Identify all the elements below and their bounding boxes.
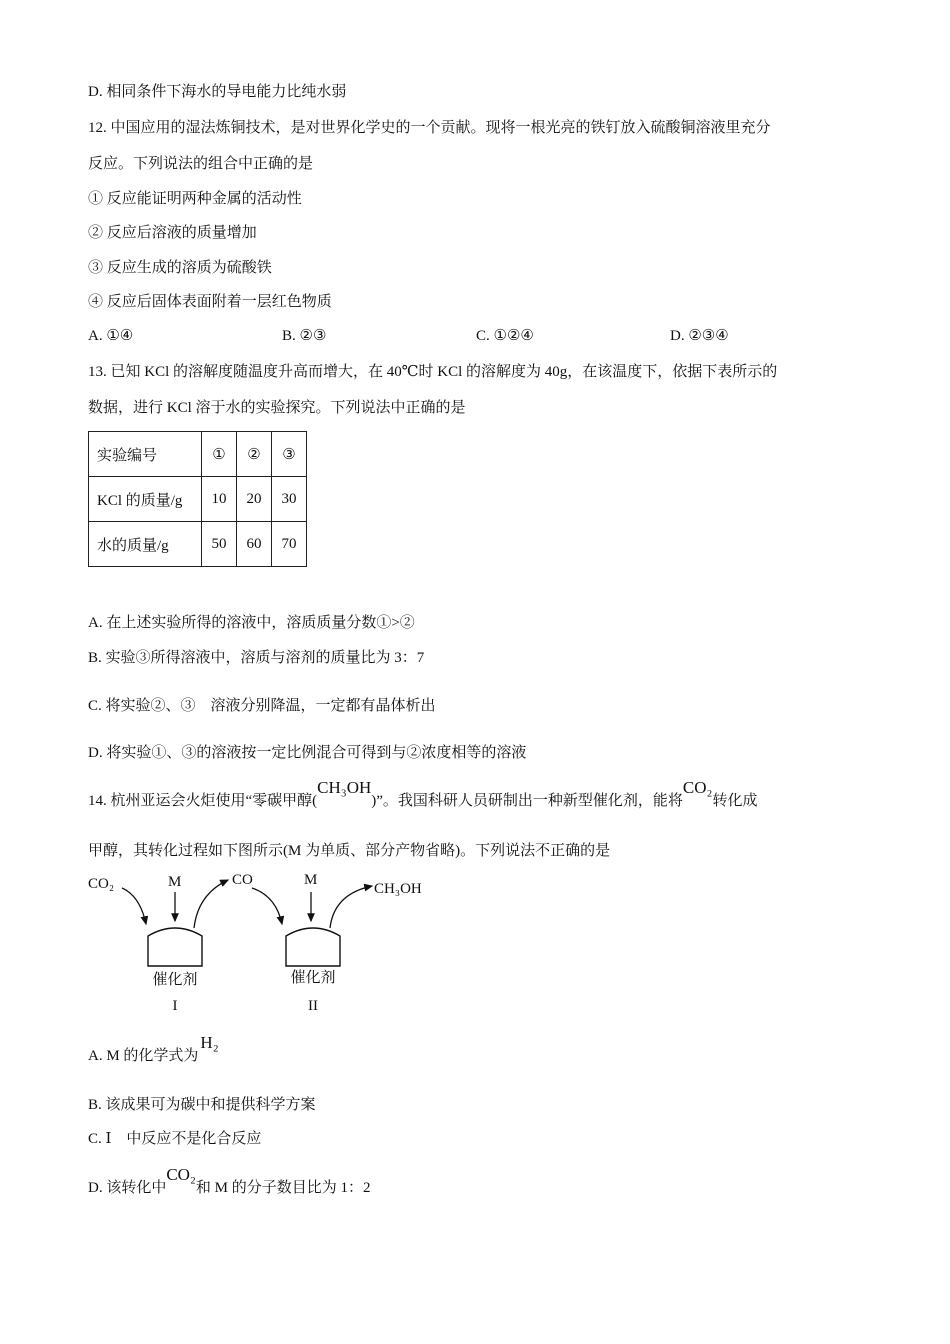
q13-option-d: D. 将实验①、③的溶液按一定比例混合可得到与②浓度相等的溶液 [88, 745, 527, 761]
stage-1-label: I [172, 998, 178, 1014]
arrow-ch3oh-out [330, 886, 372, 928]
q12-option-b: B. ②③ [282, 328, 327, 344]
q12-statement-2: ② 反应后溶液的质量增加 [88, 225, 257, 241]
q14-stem-part2: )”。我国科研人员研制出一种新型催化剂，能将 [371, 793, 683, 809]
methanol-formula: CH₃OH [317, 778, 372, 797]
catalyst-label-2: 催化剂 [290, 970, 336, 986]
q14-option-a-text: A. M 的化学式为 [88, 1048, 199, 1064]
ch3oh-label: CH₃OH [374, 881, 422, 897]
q14-option-d [88, 1165, 371, 1198]
arrow-co-in [252, 888, 282, 924]
co2-label: CO₂ [88, 876, 115, 892]
q13-option-b: B. 实验③所得溶液中，溶质与溶剂的质量比为 3：7 [88, 650, 425, 666]
q14-stem-part3: 转化成 [712, 793, 758, 809]
table-cell: ① [202, 432, 237, 477]
q14-stem-part1: 14. 杭州亚运会火炬使用“零碳甲醇( [88, 793, 318, 809]
table-cell: ② [237, 432, 272, 477]
m-label-2: M [304, 872, 318, 888]
q12-stem-line2: 反应。下列说法的组合中正确的是 [88, 156, 314, 172]
q13-option-c: C. 将实验②、③ 溶液分别降温，一定都有晶体析出 [88, 698, 436, 714]
q12-statement-4: ④ 反应后固体表面附着一层红色物质 [88, 294, 332, 310]
catalyst-vessel-1 [148, 928, 202, 966]
table-row [89, 477, 307, 522]
table-row [89, 432, 307, 477]
q13-stem-line1: 13. 已知 KCl 的溶解度随温度升高而增大，在 40℃时 KCl 的溶解度为 40g，在该温度下，依据下表所示的 [88, 364, 778, 380]
experiment-table [88, 431, 307, 567]
co2-formula-d: CO₂ [166, 1165, 196, 1184]
table-row [89, 522, 307, 567]
arrow-co2-in [122, 888, 146, 924]
co2-formula: CO₂ [682, 778, 713, 797]
q12-option-a: A. ①④ [88, 328, 134, 344]
q14-option-c: C. Ⅰ 中反应不是化合反应 [88, 1131, 262, 1147]
q14-option-d-part2: 和 M 的分子数目比为 1：2 [195, 1180, 371, 1196]
table-cell: 70 [272, 522, 307, 567]
table-cell: 30 [272, 477, 307, 522]
q13-option-a: A. 在上述实验所得的溶液中，溶质质量分数①>② [88, 615, 415, 631]
table-cell: 50 [202, 522, 237, 567]
table-cell: 实验编号 [89, 432, 202, 477]
table-cell: ③ [272, 432, 307, 477]
arrow-co-out [194, 880, 228, 928]
q14-option-a [88, 1033, 219, 1066]
table-cell: 10 [202, 477, 237, 522]
q12-option-d: D. ②③④ [670, 328, 729, 344]
m-label-1: M [168, 874, 182, 890]
table-cell: 水的质量/g [89, 522, 202, 567]
catalyst-vessel-2 [286, 928, 340, 966]
stage-2-label: II [308, 998, 318, 1014]
q14-option-d-part1: D. 该转化中 [88, 1180, 167, 1196]
q12-stem-line1: 12. 中国应用的湿法炼铜技术，是对世界化学史的一个贡献。现将一根光亮的铁钉放入硫酸铜溶液里充分 [88, 120, 771, 136]
q12-statement-3: ③ 反应生成的溶质为硫酸铁 [88, 260, 272, 276]
q14-stem-line1 [88, 778, 758, 811]
h2-formula: H₂ [200, 1033, 219, 1052]
q14-option-b: B. 该成果可为碳中和提供科学方案 [88, 1097, 316, 1113]
q12-statement-1: ① 反应能证明两种金属的活动性 [88, 191, 302, 207]
q11-option-d: D. 相同条件下海水的导电能力比纯水弱 [88, 84, 347, 100]
co-label: CO [232, 872, 253, 888]
q14-stem-line2: 甲醇，其转化过程如下图所示(M 为单质、部分产物省略)。下列说法不正确的是 [88, 843, 611, 859]
q13-stem-line2: 数据，进行 KCl 溶于水的实验探究。下列说法中正确的是 [88, 400, 466, 416]
table-cell: 20 [237, 477, 272, 522]
q12-option-c: C. ①②④ [476, 328, 534, 344]
table-cell: 60 [237, 522, 272, 567]
catalyst-label-1: 催化剂 [152, 972, 198, 988]
table-cell: KCl 的质量/g [89, 477, 202, 522]
conversion-diagram [80, 866, 460, 1016]
